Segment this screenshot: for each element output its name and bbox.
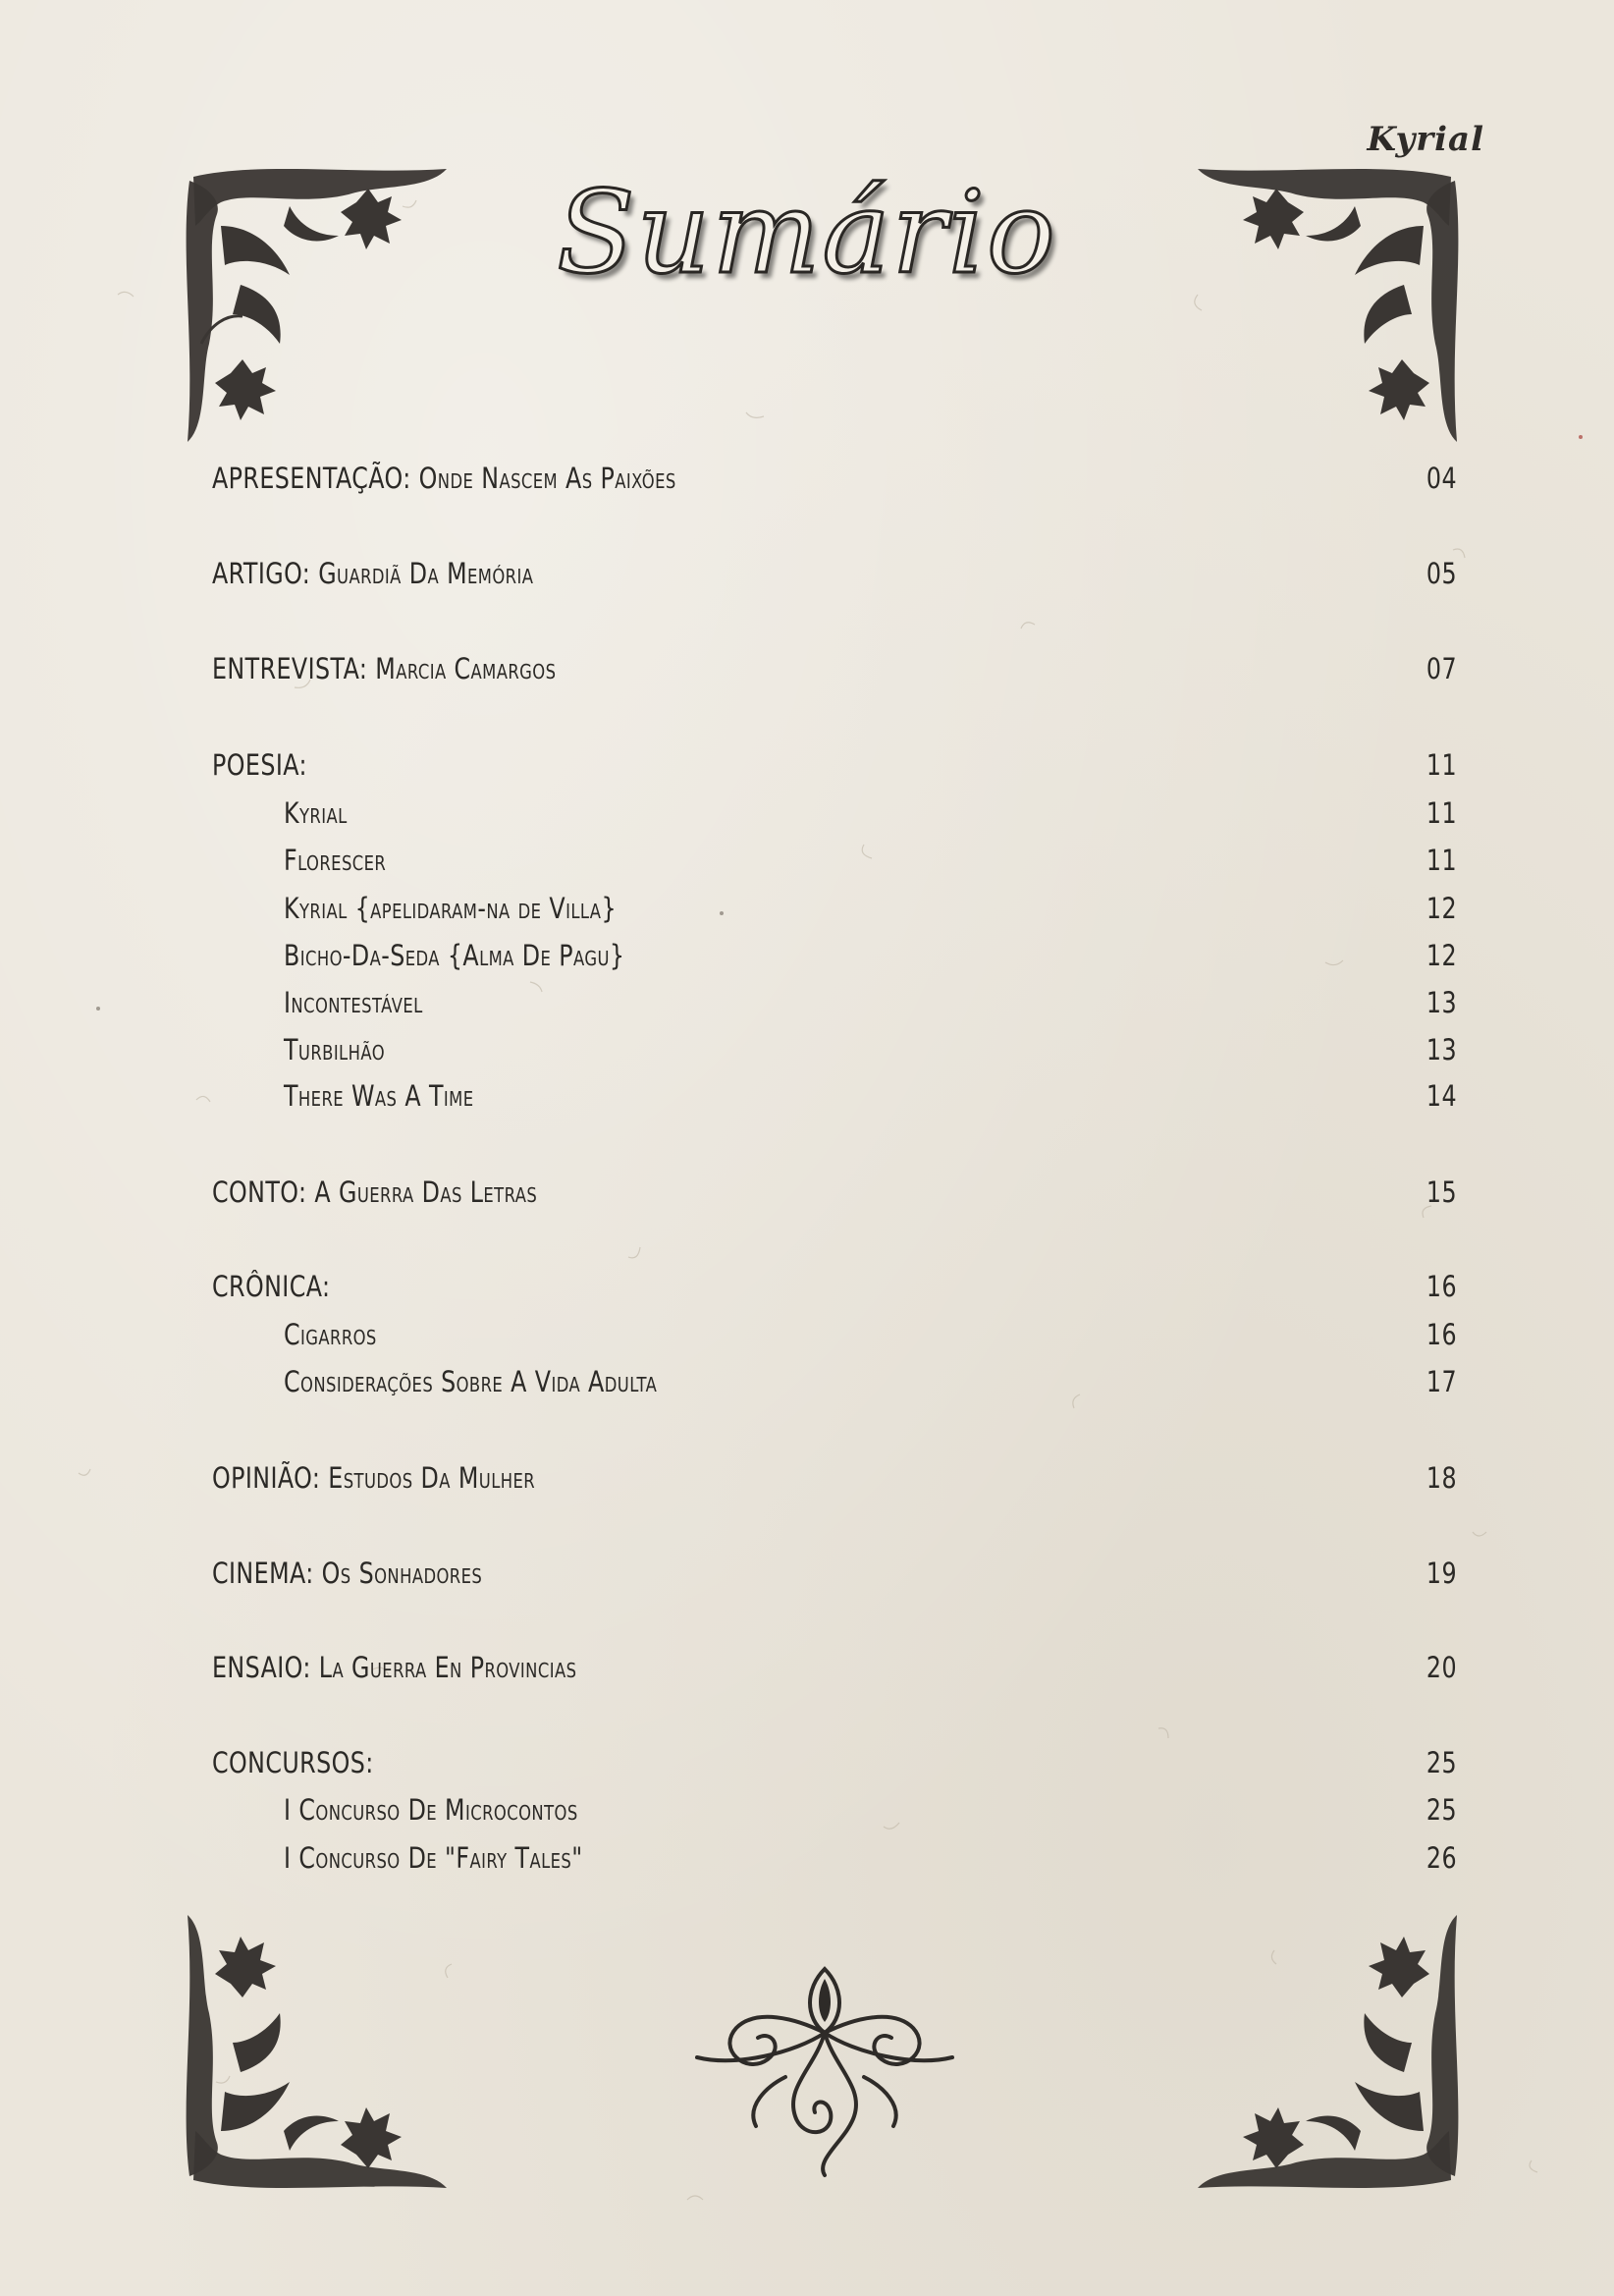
toc-page-number: 13 [1426,986,1457,1019]
toc-page-number: 16 [1426,1270,1457,1303]
toc-entry-title: There Was A Time [284,1079,474,1113]
toc-section-entry [212,652,556,685]
toc-page-number: 16 [1426,1318,1457,1351]
toc-page-number: 07 [1426,652,1457,685]
toc-entry-title: I Concurso De Microcontos [284,1793,578,1827]
toc-page-number: 20 [1426,1651,1457,1684]
toc-section-label: OPINIÃO: [212,1461,321,1495]
toc-section-label: APRESENTAÇÃO: [212,462,411,495]
toc-subentry [284,892,617,925]
toc-entry-title: Considerações Sobre A Vida Adulta [284,1365,658,1398]
toc-entry-title: La Guerra En Provincias [318,1651,577,1684]
toc-page-number: 12 [1426,939,1457,972]
toc-subentry [284,1793,578,1827]
toc-page-number: 13 [1426,1033,1457,1066]
toc-subentry [284,1365,657,1398]
toc-entry-title: Estudos Da Mulher [328,1461,536,1495]
toc-page-number: 11 [1426,844,1457,877]
toc-page-number: 12 [1426,892,1457,925]
toc-page-number: 04 [1426,462,1457,495]
toc-subentry [284,939,624,972]
toc-entry-title: Kyrial [284,796,348,830]
toc-section-label: ENSAIO: [212,1651,311,1684]
toc-section-entry [212,1270,330,1303]
toc-entry-title: Onde Nascem As Paixões [418,462,676,495]
toc-section-entry [212,1557,482,1590]
toc-entry-title: Turbilhão [284,1033,386,1066]
toc-section-entry [212,748,307,782]
magazine-name: Kyrial [1367,120,1484,159]
toc-page-number: 26 [1426,1841,1457,1875]
toc-entry-title: Os Sonhadores [321,1557,483,1590]
toc-section-entry [212,1651,576,1684]
toc-section-label: CINEMA: [212,1557,314,1590]
toc-section-label: POESIA: [212,748,307,782]
toc-entry-title: Incontestável [284,986,423,1019]
toc-subentry [284,796,348,830]
toc-entry-title: Kyrial {apelidaram-na de Villa} [284,892,617,925]
toc-section-entry [212,557,533,590]
toc-section-label: CRÔNICA: [212,1270,331,1303]
toc-subentry [284,844,386,877]
toc-subentry [284,1841,583,1875]
toc-subentry [284,1079,474,1113]
toc-section-entry [212,1461,535,1495]
toc-page-number: 14 [1426,1079,1457,1113]
toc-page-number: 11 [1426,796,1457,830]
toc-entry-title: I Concurso De "Fairy Tales" [284,1841,583,1875]
toc-section-entry [212,462,676,495]
toc-section-label: ENTREVISTA: [212,652,368,685]
toc-page-number: 19 [1426,1557,1457,1590]
toc-page-number: 17 [1426,1365,1457,1398]
toc-entry-title: Cigarros [284,1318,377,1351]
toc-section-label: CONTO: [212,1175,307,1209]
toc-page-number: 25 [1426,1793,1457,1827]
toc-page-number: 25 [1426,1746,1457,1779]
toc-section-label: ARTIGO: [212,557,311,590]
page-title: Sumário [557,167,1057,300]
toc-section-label: CONCURSOS: [212,1746,374,1779]
toc-page-number: 11 [1426,748,1457,782]
toc-entry-title: Bicho-Da-Seda {Alma De Pagu} [284,939,625,972]
toc-page-number: 18 [1426,1461,1457,1495]
toc-entry-title: Marcia Camargos [375,652,557,685]
toc-entry-title: Florescer [284,844,387,877]
toc-entry-title: Guardiã Da Memória [318,557,534,590]
toc-page-number: 15 [1426,1175,1457,1209]
toc-page-number: 05 [1426,557,1457,590]
toc-section-entry [212,1746,374,1779]
toc-entry-title: A Guerra Das Letras [314,1175,538,1209]
toc-section-entry [212,1175,537,1209]
toc-subentry [284,1033,385,1066]
toc-subentry [284,986,423,1019]
toc-subentry [284,1318,377,1351]
